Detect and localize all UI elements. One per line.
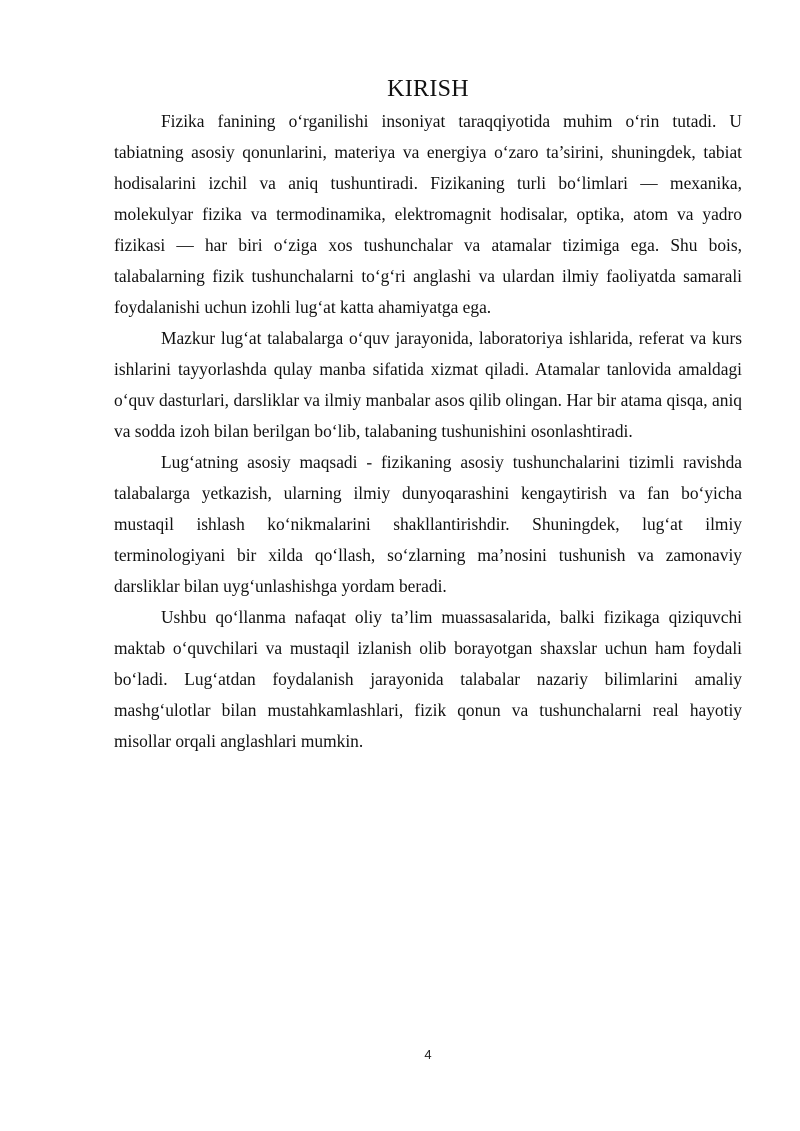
- paragraph-1: Fizika fanining o‘rganilishi insoniyat taraqqiyotida muhim o‘rin tutadi. U tabiatning asosiy qonunlarini, materiya va energiya o‘zaro ta’sirini, shuningdek, tabiat hodisalarini izchil va aniq tushuntiradi. Fizikaning turli bo‘limlari — mexanika, molekulyar fizika va termodinamika, elektromagnit hodisalar, optika, atom va yadro fizikasi — har biri o‘ziga xos tushunchalar va atamalar tizimiga ega. Shu bois, talabalarning fizik tushunchalarni to‘g‘ri anglashi va ulardan ilmiy faoliyatda samarali foydalanishi uchun izohli lug‘at katta ahamiyatga ega.: [114, 111, 742, 317]
- body-text: [114, 106, 742, 757]
- paragraph-3: Lug‘atning asosiy maqsadi - fizikaning asosiy tushunchalarini tizimli ravishda talabalarga yetkazish, ularning ilmiy dunyoqarashini kengaytirish va fan bo‘yicha mustaqil ishlash ko‘nikmalarini shakllantirishdir. Shuningdek, lug‘at ilmiy terminologiyani bir xilda qo‘llash, so‘zlarning ma’nosini tushunish va zamonaviy darsliklar bilan uyg‘unlashishga yordam beradi.: [114, 452, 742, 596]
- section-title: KIRISH: [387, 76, 469, 102]
- paragraph-2: Mazkur lug‘at talabalarga o‘quv jarayonida, laboratoriya ishlarida, referat va kurs ishlarini tayyorlashda qulay manba sifatida xizmat qiladi. Atamalar tanlovida amaldagi o‘quv dasturlari, darsliklar va ilmiy manbalar asos qilib olingan. Har bir atama qisqa, aniq va sodda izoh bilan berilgan bo‘lib, talabaning tushunishini osonlashtiradi.: [114, 328, 742, 441]
- page-number: 4: [424, 1047, 432, 1062]
- paragraph-4: Ushbu qo‘llanma nafaqat oliy ta’lim muassasalarida, balki fizikaga qiziquvchi maktab o‘quvchilari va mustaqil izlanish olib borayotgan shaxslar uchun ham foydali bo‘ladi. Lug‘atdan foydalanish jarayonida talabalar nazariy bilimlarini amaliy mashg‘ulotlar bilan mustahkamlashlari, fizik qonun va tushunchalarni real hayotiy misollar orqali anglashlari mumkin.: [114, 607, 742, 751]
